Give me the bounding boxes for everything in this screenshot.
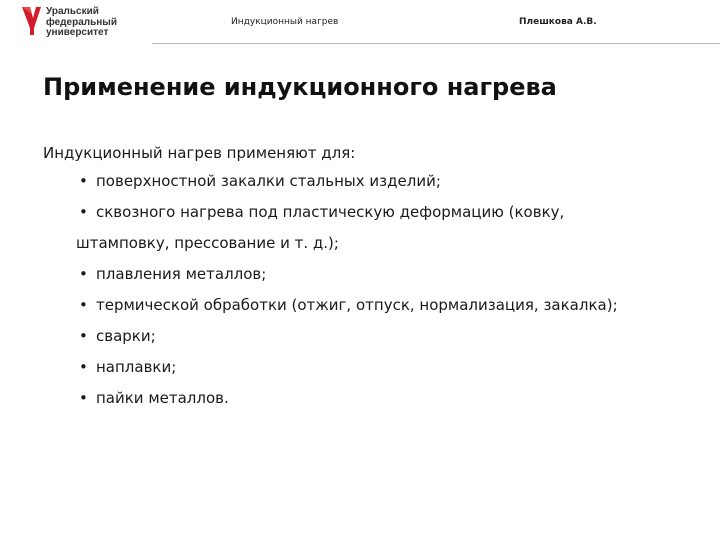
slide-title: Применение индукционного нагрева — [43, 73, 557, 101]
logo-line-3: университет — [46, 27, 109, 38]
ural-university-logo-icon — [20, 6, 42, 36]
application-list — [43, 166, 683, 414]
list-item — [43, 321, 683, 352]
list-item-text: плавления металлов; — [96, 265, 267, 283]
list-item — [43, 290, 683, 321]
header-topic: Индукционный нагрев — [231, 17, 339, 27]
list-item-text: сварки; — [96, 327, 156, 345]
lead-text: Индукционный нагрев применяют для: — [43, 144, 356, 162]
list-item — [43, 166, 683, 197]
list-item-text: наплавки; — [96, 358, 177, 376]
list-item-text: поверхностной закалки стальных изделий; — [96, 172, 441, 190]
slide-content — [43, 140, 683, 414]
list-item-text: сквозного нагрева под пластическую деформацию (ковку, — [96, 203, 565, 221]
list-item — [43, 197, 683, 259]
header-author: Плешкова А.В. — [519, 17, 597, 27]
list-item — [43, 259, 683, 290]
list-item — [43, 383, 683, 414]
list-item-text: термической обработки (отжиг, отпуск, нормализация, закалка); — [96, 296, 618, 314]
logo-line-1: Уральский — [46, 6, 99, 17]
list-item-continuation: штамповку, прессование и т. д.); — [76, 234, 339, 252]
university-logo — [20, 6, 117, 39]
logo-text — [46, 7, 117, 39]
logo-line-2: федеральный — [46, 16, 117, 28]
list-item — [43, 352, 683, 383]
list-item-text: пайки металлов. — [96, 389, 229, 407]
header-divider — [152, 43, 720, 44]
